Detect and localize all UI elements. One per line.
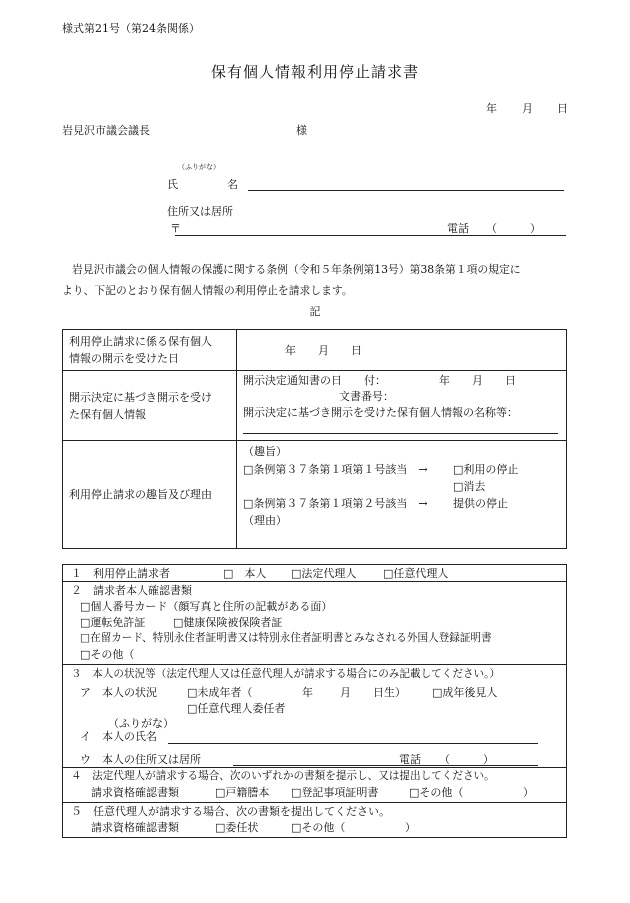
principal-phone-label: 電話 bbox=[399, 753, 421, 766]
applicant-address-label: 住所又は居所 bbox=[167, 205, 233, 218]
purpose-reason-label: 利用停止請求の趣旨及び理由 bbox=[69, 488, 212, 502]
registry-certificate-checkbox[interactable]: □登記事項証明書 bbox=[291, 786, 379, 799]
disclosed-info-name-label: 開示決定に基づき開示を受けた保有個人情報の名称等： bbox=[243, 406, 518, 420]
principal-name-field[interactable] bbox=[168, 743, 538, 744]
id-doc-residence-card-checkbox[interactable]: □在留カード、特別永住者証明書又は特別永住者証明書とみなされる外国人登録証明書 bbox=[80, 632, 492, 644]
applicant-name-label-1: 氏 bbox=[167, 178, 178, 191]
section-4-row bbox=[63, 768, 566, 803]
form-number: 様式第21号（第24条関係） bbox=[62, 22, 200, 35]
id-doc-license-checkbox[interactable]: □運転免許証 bbox=[80, 616, 146, 629]
applicant-name-label-2: 名 bbox=[227, 178, 238, 191]
disclosure-date-label-2: 情報の開示を受けた日 bbox=[69, 352, 179, 366]
purpose-reason-field[interactable] bbox=[237, 441, 567, 549]
adult-guardian-checkbox[interactable]: □成年後見人 bbox=[432, 686, 498, 699]
power-of-attorney-checkbox[interactable]: □委任状 bbox=[215, 821, 259, 834]
legal-agent-docs-label: ４ 法定代理人が請求する場合、次のいずれかの書類を提示し、又は提出してください。 bbox=[71, 770, 495, 782]
principal-address-label: ウ 本人の住所又は居所 bbox=[80, 753, 201, 766]
addressee-name: 岩見沢市議会議長 bbox=[62, 124, 150, 137]
minor-checkbox[interactable]: □未成年者（ bbox=[187, 686, 253, 699]
table-row bbox=[63, 330, 567, 371]
disclosure-date-label-cell bbox=[63, 330, 237, 371]
id-doc-other-checkbox[interactable]: □その他（ bbox=[80, 648, 135, 661]
birth-month-label: 月 bbox=[340, 686, 351, 699]
disclosure-date-value: 年 月 日 bbox=[285, 343, 362, 357]
reason-heading: （理由） bbox=[243, 513, 287, 527]
family-register-checkbox[interactable]: □戸籍謄本 bbox=[215, 786, 270, 799]
principal-status-a-label: ア 本人の状況 bbox=[80, 686, 157, 699]
disclosed-info-field[interactable] bbox=[237, 371, 567, 441]
requester-info-box bbox=[62, 564, 567, 838]
principal-furigana-label: （ふりがな） bbox=[108, 717, 174, 730]
addressee-honorific: 様 bbox=[296, 124, 307, 137]
principal-address-field[interactable] bbox=[233, 765, 538, 766]
purpose-option-1[interactable]: □条例第３７条第１項第１号該当 → bbox=[243, 462, 428, 476]
purpose-option-stop-use[interactable]: □利用の停止 bbox=[453, 462, 519, 476]
applicant-phone-label: 電話 bbox=[447, 222, 469, 235]
date-month-label: 月 bbox=[522, 102, 533, 115]
birth-day-label: 日生） bbox=[373, 686, 406, 699]
legal-agent-docs-sub-label: 請求資格確認書類 bbox=[91, 786, 179, 799]
requester-self-checkbox[interactable]: □ 本人 bbox=[223, 567, 267, 580]
applicant-name-field[interactable] bbox=[248, 190, 564, 191]
page-title: 保有個人情報利用停止請求書 bbox=[210, 63, 419, 81]
date-year-label: 年 bbox=[486, 102, 497, 115]
purpose-option-stop-provision: 提供の停止 bbox=[453, 496, 508, 510]
intro-text-line-2: より、下記のとおり保有個人情報の利用停止を請求します。 bbox=[62, 284, 353, 297]
principal-name-label: イ 本人の氏名 bbox=[80, 730, 157, 743]
table-row bbox=[63, 441, 567, 549]
disclosed-info-name-line[interactable] bbox=[243, 433, 558, 434]
applicant-address-field[interactable] bbox=[175, 235, 566, 236]
section-5-row bbox=[63, 803, 566, 837]
purpose-option-2[interactable]: □条例第３７条第１項第２号該当 → bbox=[243, 496, 428, 510]
disclosed-info-label-cell bbox=[63, 371, 237, 441]
voluntary-agent-docs-sub-label: 請求資格確認書類 bbox=[91, 821, 179, 834]
voluntary-agent-other-checkbox[interactable]: □その他（ bbox=[291, 821, 346, 834]
disclosed-info-label-2: た保有個人情報 bbox=[69, 407, 146, 421]
purpose-option-erase[interactable]: □消去 bbox=[453, 479, 486, 493]
doc-number-label: 文書番号： bbox=[339, 390, 394, 404]
voluntary-principal-checkbox[interactable]: □任意代理人委任者 bbox=[187, 702, 286, 715]
id-doc-mynumber-checkbox[interactable]: □個人番号カード（顔写真と住所の記載がある面） bbox=[80, 600, 333, 613]
section-2-row bbox=[63, 582, 566, 665]
intro-text-line-1: 岩見沢市議会の個人情報の保護に関する条例（令和５年条例第13号）第38条第１項の規定に bbox=[72, 263, 521, 276]
purpose-heading: （趣旨） bbox=[243, 445, 287, 459]
principal-phone-paren: （ ） bbox=[439, 753, 494, 766]
purpose-reason-label-cell bbox=[63, 441, 237, 549]
birth-year-label: 年 bbox=[302, 686, 313, 699]
date-day-label: 日 bbox=[557, 102, 568, 115]
requester-type-label: １ 利用停止請求者 bbox=[71, 567, 170, 580]
disclosure-date-label-1: 利用停止請求に係る保有個人 bbox=[69, 335, 212, 348]
table-row bbox=[63, 371, 567, 441]
applicant-furigana-label: （ふりがな） bbox=[178, 163, 220, 171]
section-3-row bbox=[63, 665, 566, 768]
ki-mark: 記 bbox=[309, 305, 321, 318]
disclosure-date-field[interactable] bbox=[237, 330, 567, 371]
postal-mark: 〒 bbox=[170, 222, 181, 235]
disclosed-info-label-1: 開示決定に基づき開示を受け bbox=[69, 390, 212, 404]
id-doc-insurance-checkbox[interactable]: □健康保険被保険者証 bbox=[173, 616, 283, 629]
applicant-phone-paren: （ ） bbox=[486, 222, 541, 235]
legal-agent-other-checkbox[interactable]: □その他（ bbox=[409, 786, 464, 799]
section-1-row bbox=[63, 565, 566, 582]
principal-status-label: ３ 本人の状況等（法定代理人又は任意代理人が請求する場合にのみ記載してください。） bbox=[71, 668, 501, 680]
requester-legal-agent-checkbox[interactable]: □法定代理人 bbox=[291, 567, 357, 580]
notice-date-value: 年 月 日 bbox=[439, 374, 516, 388]
voluntary-agent-other-close: ） bbox=[405, 821, 416, 834]
request-detail-table bbox=[62, 329, 567, 549]
legal-agent-other-close: ） bbox=[523, 786, 534, 799]
notice-date-label: 開示決定通知書の日 付： bbox=[243, 374, 386, 388]
requester-voluntary-agent-checkbox[interactable]: □任意代理人 bbox=[383, 567, 449, 580]
voluntary-agent-docs-label: ５ 任意代理人が請求する場合、次の書類を提出してください。 bbox=[71, 805, 390, 818]
id-docs-label: ２ 請求者本人確認書類 bbox=[71, 584, 192, 597]
